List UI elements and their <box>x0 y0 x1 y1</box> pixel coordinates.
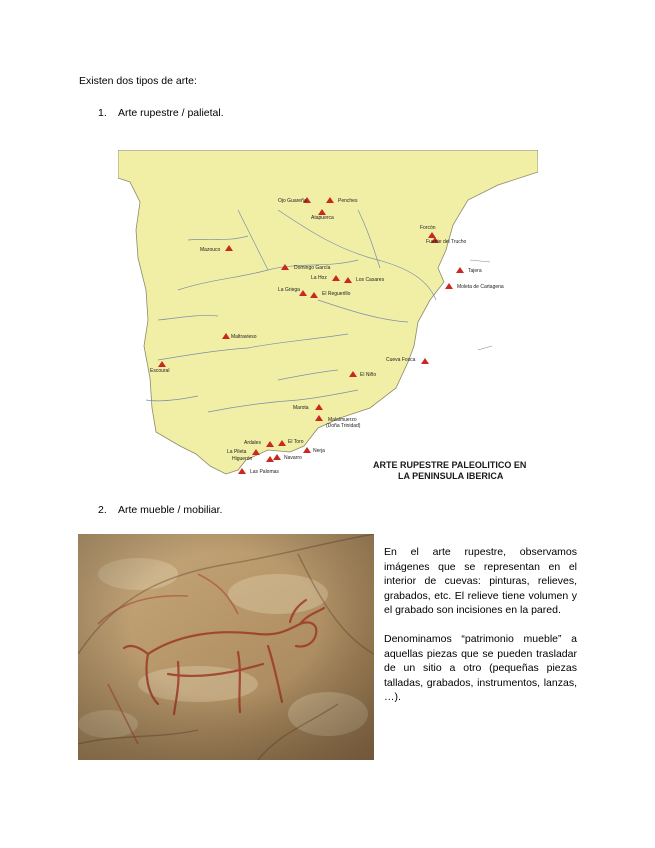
cave-site-label: Atapuerca <box>311 215 334 221</box>
paragraph-mueble: Denominamos “patrimonio mueble” a aquellas piezas que se pueden trasladar de un sitio a otro (pequeñas piezas talladas, grabados, instrumentos, lanzas, …). <box>384 632 577 704</box>
cave-site-label: Moleta de Cartagena <box>457 284 504 290</box>
map-title-line2: LA PENINSULA IBERICA <box>398 471 504 481</box>
cave-site-label: Higuerón <box>232 456 253 462</box>
cave-site-label: Malalmuerzo <box>328 417 357 423</box>
cave-site-label: Penches <box>338 198 358 204</box>
cave-site-label: Domingo García <box>294 265 331 271</box>
paragraph-rupestre: En el arte rupestre, observamos imágenes que se representan en el interior de cuevas: pinturas, relieves, grabados, etc. El relieve tiene volumen y el grabado son incisiones en la pared. <box>384 546 577 617</box>
cave-site-label: Navarro <box>284 455 302 461</box>
list-text: Arte mueble / mobiliar. <box>118 504 223 516</box>
cave-site-label: La Hoz <box>311 275 327 281</box>
cave-site-label: Fuente del Trucho <box>426 239 467 245</box>
intro-text: Existen dos tipos de arte: <box>79 75 197 87</box>
cave-site-label: Mazouco <box>200 247 221 253</box>
cave-site-label: La Pileta <box>227 449 247 455</box>
cave-site-label: Marota <box>293 405 309 411</box>
cave-painting-photo <box>78 534 374 760</box>
cave-site-label: Escoural <box>150 368 170 374</box>
list-item-rupestre <box>98 107 224 119</box>
cave-site-label: Ojo Guareña <box>278 198 307 204</box>
cave-site-label: Las Palomas <box>250 469 279 475</box>
map-title-line1: ARTE RUPESTRE PALEOLITICO EN <box>373 460 527 470</box>
cave-site-label: El Reguerillo <box>322 291 351 297</box>
explanation-text <box>384 545 577 719</box>
cave-site-label: La Griega <box>278 287 300 293</box>
photo-vignette <box>78 534 374 760</box>
list-number: 1. <box>98 107 107 119</box>
list-text: Arte rupestre / palietal. <box>118 107 224 119</box>
cave-site-label: Cueva Fosca <box>386 357 416 363</box>
cave-site-label: El Niño <box>360 372 377 378</box>
cave-site-label: Los Casares <box>356 277 385 283</box>
list-item-mueble <box>98 504 222 516</box>
cave-site-label: Forcón <box>420 225 436 231</box>
cave-site-label: Maltravieso <box>231 334 257 340</box>
cave-painting-svg <box>78 534 374 760</box>
cave-site-label: El Toro <box>288 439 304 445</box>
cave-site-label: (Doña Trinidad) <box>326 423 361 429</box>
cave-site-label: Nerja <box>313 448 325 454</box>
iberian-peninsula-map <box>118 150 538 484</box>
cave-site-label: Ardales <box>244 440 261 446</box>
cave-site-label: Tajera <box>468 268 482 274</box>
map-svg <box>118 150 538 484</box>
list-number: 2. <box>98 504 107 516</box>
